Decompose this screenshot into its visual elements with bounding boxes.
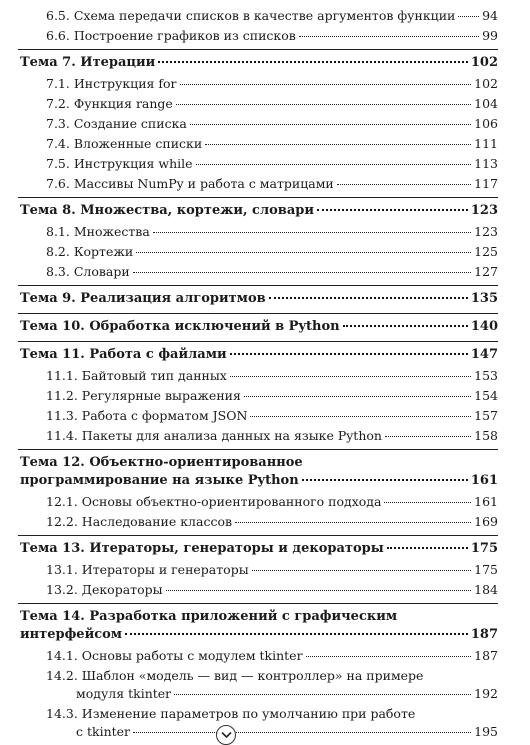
- toc-topic-entry[interactable]: [20, 627, 498, 642]
- dot-leader: [235, 522, 471, 523]
- toc-entry[interactable]: [46, 408, 498, 423]
- page-number: 161: [474, 494, 498, 509]
- section-number: 8.2.: [46, 244, 70, 259]
- page-number: 175: [470, 541, 498, 556]
- page-number: 102: [474, 76, 498, 91]
- section-title: Регулярные выражения: [81, 388, 241, 403]
- topic-title: программирование на языке Python: [20, 473, 299, 488]
- dot-leader: [133, 272, 471, 273]
- page-number: 147: [470, 347, 498, 362]
- topic-title: интерфейсом: [20, 627, 123, 642]
- section-title: Итераторы и генераторы: [81, 562, 249, 577]
- page-number: 117: [474, 176, 498, 191]
- toc-entry[interactable]: [76, 686, 498, 701]
- dot-leader: [269, 297, 468, 299]
- toc-entry[interactable]: [46, 562, 498, 577]
- page-number: 195: [474, 724, 498, 739]
- toc-entry-line: [46, 668, 423, 683]
- toc-entry[interactable]: [46, 224, 498, 239]
- toc-entry[interactable]: [46, 156, 498, 171]
- section-title: Множества: [73, 224, 150, 239]
- page-number: 192: [474, 686, 498, 701]
- section-number: 13.2.: [46, 582, 78, 597]
- topic-divider: [18, 285, 498, 286]
- toc-topic-entry[interactable]: [20, 347, 498, 362]
- section-number: 7.1.: [46, 76, 70, 91]
- topic-title: Тема 7. Итерации: [20, 55, 156, 70]
- page-number: 161: [470, 473, 498, 488]
- toc-topic-entry[interactable]: [20, 319, 498, 334]
- topic-title: Тема 13. Итераторы, генераторы и декораторы: [20, 541, 384, 556]
- topic-divider: [18, 449, 498, 450]
- section-title: Словари: [73, 264, 130, 279]
- dot-leader: [244, 396, 471, 397]
- toc-entry[interactable]: [46, 368, 498, 383]
- toc-entry[interactable]: [46, 176, 498, 191]
- dot-leader: [133, 732, 471, 733]
- section-number: 14.1.: [46, 648, 78, 663]
- dot-leader: [317, 209, 468, 211]
- section-number: 6.5.: [46, 8, 70, 23]
- toc-entry[interactable]: [46, 244, 498, 259]
- dot-leader: [166, 590, 472, 591]
- page-number: 187: [474, 648, 498, 663]
- section-number: 12.1.: [46, 494, 78, 509]
- section-number: 7.5.: [46, 156, 70, 171]
- section-number: 7.4.: [46, 136, 70, 151]
- toc-entry[interactable]: [46, 514, 498, 529]
- chevron-down-icon: [221, 731, 232, 739]
- page-number: 113: [474, 156, 498, 171]
- page-number: 111: [474, 136, 498, 151]
- section-title: Пакеты для анализа данных на языке Python: [81, 428, 382, 443]
- dot-leader: [306, 656, 472, 657]
- page-number: 175: [474, 562, 498, 577]
- section-title: с tkinter: [76, 724, 131, 739]
- dot-leader: [196, 164, 472, 165]
- section-number: 8.1.: [46, 224, 70, 239]
- topic-divider: [18, 603, 498, 604]
- section-title: Кортежи: [73, 244, 134, 259]
- section-title: Схема передачи списков в качестве аргументов функции: [73, 8, 456, 23]
- page-number: 184: [474, 582, 498, 597]
- section-number: 11.1.: [46, 368, 78, 383]
- dot-leader: [337, 184, 471, 185]
- dot-leader: [250, 416, 471, 417]
- section-title: Создание списка: [73, 116, 187, 131]
- dot-leader: [136, 252, 471, 253]
- dot-leader: [205, 144, 471, 145]
- page-number: 102: [470, 55, 498, 70]
- dot-leader: [384, 502, 471, 503]
- toc-entry[interactable]: [46, 28, 498, 43]
- page-number: 153: [474, 368, 498, 383]
- page-number: 135: [470, 291, 498, 306]
- toc-entry[interactable]: [76, 724, 498, 739]
- section-title: Вложенные списки: [73, 136, 203, 151]
- scroll-down-button[interactable]: [216, 725, 236, 745]
- section-title: Инструкция for: [73, 76, 177, 91]
- page-number: 106: [474, 116, 498, 131]
- dot-leader: [180, 84, 472, 85]
- page-number: 104: [474, 96, 498, 111]
- dot-leader: [343, 325, 468, 327]
- toc-topic-entry[interactable]: [20, 541, 498, 556]
- section-title: Работа с форматом JSON: [81, 408, 248, 423]
- section-number: 14.3.: [46, 706, 78, 721]
- dot-leader: [252, 570, 471, 571]
- topic-divider: [18, 535, 498, 536]
- dot-leader: [458, 16, 479, 17]
- page-number: 154: [474, 388, 498, 403]
- section-title: Инструкция while: [73, 156, 193, 171]
- toc-topic-entry[interactable]: [20, 291, 498, 306]
- page-number: 123: [470, 203, 498, 218]
- section-number: 13.1.: [46, 562, 78, 577]
- toc-topic-entry[interactable]: [20, 55, 498, 70]
- toc-entry[interactable]: [46, 582, 498, 597]
- topic-title: Тема 11. Работа с файлами: [20, 347, 227, 362]
- page-number: 158: [474, 428, 498, 443]
- dot-leader: [174, 694, 471, 695]
- dot-leader: [230, 353, 468, 355]
- section-title: Массивы NumPy и работа с матрицами: [73, 176, 334, 191]
- section-title: Основы работы с модулем tkinter: [81, 648, 303, 663]
- dot-leader: [158, 61, 468, 63]
- toc-entry[interactable]: [46, 494, 498, 509]
- toc-entry[interactable]: [46, 388, 498, 403]
- page-number: 94: [482, 8, 498, 23]
- section-title: Построение графиков из списков: [73, 28, 296, 43]
- topic-title: Тема 8. Множества, кортежи, словари: [20, 203, 314, 218]
- section-number: 11.3.: [46, 408, 78, 423]
- section-number: 12.2.: [46, 514, 78, 529]
- section-title: Функция range: [73, 96, 173, 111]
- dot-leader: [153, 232, 471, 233]
- dot-leader: [230, 376, 471, 377]
- section-number: 7.6.: [46, 176, 70, 191]
- page-number: 125: [474, 244, 498, 259]
- section-number: 6.6.: [46, 28, 70, 43]
- section-title: Изменение параметров по умолчанию при работе: [81, 706, 416, 721]
- topic-divider: [18, 313, 498, 314]
- dot-leader: [125, 633, 468, 635]
- page-number: 157: [474, 408, 498, 423]
- topic-title-line: Тема 14. Разработка приложений с графическим: [20, 609, 398, 624]
- toc-topic-entry[interactable]: [20, 473, 498, 488]
- page-number: 99: [482, 28, 498, 43]
- section-title: Шаблон «модель — вид — контроллер» на примере: [81, 668, 424, 683]
- topic-divider: [18, 197, 498, 198]
- topic-title: Тема 9. Реализация алгоритмов: [20, 291, 266, 306]
- topic-title: Тема 10. Обработка исключений в Python: [20, 319, 340, 334]
- page-number: 169: [474, 514, 498, 529]
- section-title: Наследование классов: [81, 514, 233, 529]
- page-number: 127: [474, 264, 498, 279]
- toc-entry[interactable]: [46, 96, 498, 111]
- section-number: 11.4.: [46, 428, 78, 443]
- toc-entry[interactable]: [46, 428, 498, 443]
- dot-leader: [176, 104, 471, 105]
- section-number: 14.2.: [46, 668, 78, 683]
- dot-leader: [302, 479, 468, 481]
- dot-leader: [190, 124, 471, 125]
- topic-divider: [18, 341, 498, 342]
- page-number: 140: [470, 319, 498, 334]
- section-title: Основы объектно-ориентированного подхода: [81, 494, 382, 509]
- dot-leader: [385, 436, 471, 437]
- section-title: модуля tkinter: [76, 686, 172, 701]
- section-number: 11.2.: [46, 388, 78, 403]
- dot-leader: [387, 547, 468, 549]
- topic-divider: [18, 49, 498, 50]
- page-number: 123: [474, 224, 498, 239]
- page-number: 187: [470, 627, 498, 642]
- section-number: 8.3.: [46, 264, 70, 279]
- section-title: Байтовый тип данных: [81, 368, 227, 383]
- dot-leader: [299, 36, 479, 37]
- toc-entry[interactable]: [46, 8, 498, 23]
- toc-entry[interactable]: [46, 76, 498, 91]
- topic-title-line: Тема 12. Объектно-ориентированное: [20, 455, 303, 470]
- section-number: 7.2.: [46, 96, 70, 111]
- toc-topic-entry[interactable]: [20, 203, 498, 218]
- toc-entry-line: [46, 706, 415, 721]
- section-number: 7.3.: [46, 116, 70, 131]
- toc-entry[interactable]: [46, 136, 498, 151]
- toc-entry[interactable]: [46, 264, 498, 279]
- toc-entry[interactable]: [46, 116, 498, 131]
- toc-entry[interactable]: [46, 648, 498, 663]
- section-title: Декораторы: [81, 582, 163, 597]
